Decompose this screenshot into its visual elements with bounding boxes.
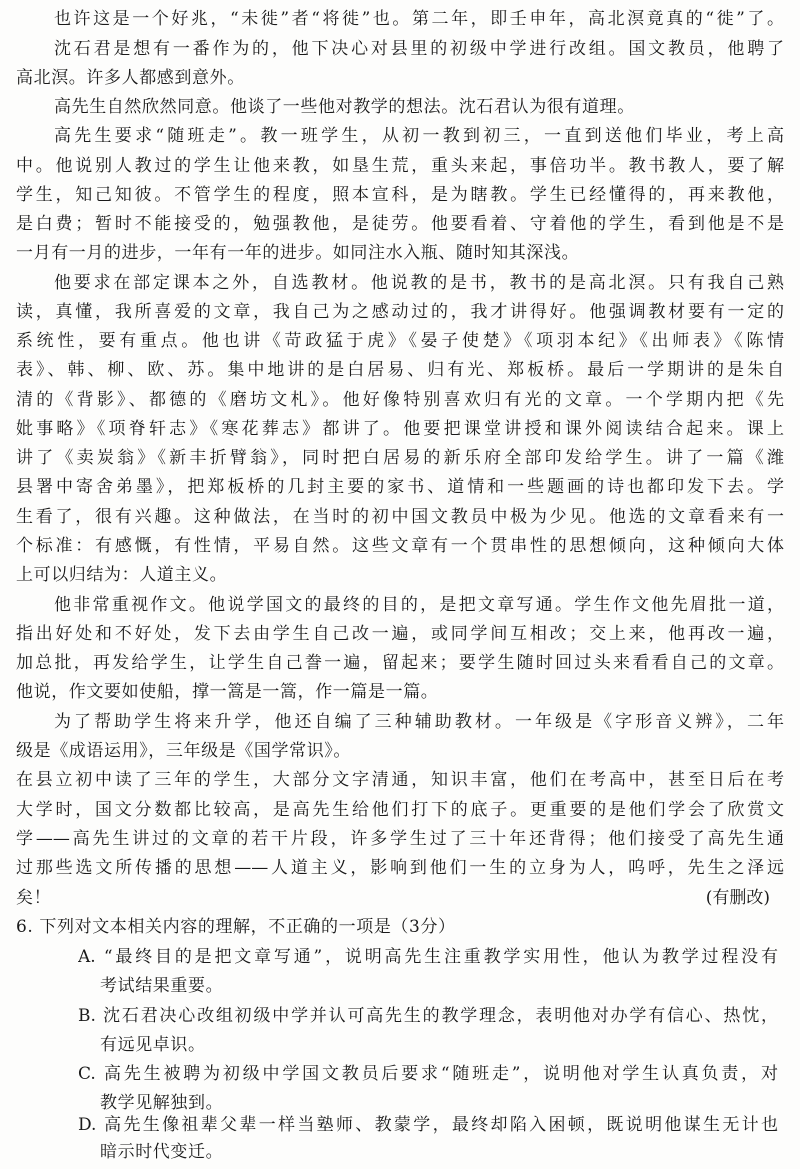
article-line: 为了帮助学生将来升学，他还自编了三种辅助教材。一年级是《字形音义辨》，二年 <box>54 712 784 732</box>
article-line: 中。他说别人教过的学生让他来教，如垦生荒，重头来起，事倍功半。教书教人，要了解 <box>16 156 784 176</box>
article-line: 生看了，很有兴趣。这种做法，在当时的初中国文教员中极为少见。他选的文章看来有一 <box>16 507 784 527</box>
article-line: 高北溟。许多人都感到意外。 <box>16 68 245 88</box>
article-line: 系统性，要有重点。他也讲《苛政猛于虎》《晏子使楚》《项羽本纪》《出师表》《陈情 <box>16 331 784 351</box>
article-line: 指出好处和不好处，发下去由学生自己改一遍，或同学间互相改；交上来，他再改一遍， <box>16 624 784 644</box>
article-line: 妣事略》《项脊轩志》《寒花葬志》都讲了。他要把课堂讲授和课外阅读结合起来。课上 <box>16 419 784 439</box>
article-line: 学——高先生讲过的文章的若干片段，许多学生过了三十年还背得；他们接受了高先生通 <box>16 829 784 849</box>
article-line: 个标准：有感慨，有性情，平易自然。这些文章有一个贯串性的思想倾向，这种倾向大体 <box>16 536 784 556</box>
article-line: 过那些选文所传播的思想——人道主义，影响到他们一生的立身为人，呜呼，先生之泽远 <box>16 858 784 878</box>
article-line: 他非常重视作文。他说学国文的最终的目的，是把文章写通。学生作文他先眉批一道， <box>54 595 784 615</box>
article-line: 一月有一月的进步，一年有一年的进步。如同注水入瓶、随时知其深浅。 <box>16 243 580 263</box>
article-line: 高先生自然欣然同意。他谈了一些他对教学的想法。沈石君认为很有道理。 <box>54 97 635 117</box>
article-line: 沈石君是想有一番作为的，他下决心对县里的初级中学进行改组。国文教员，他聘了 <box>54 39 784 59</box>
article-line: 高先生要求“随班走”。教一班学生，从初一教到初三，一直到送他们毕业，考上高 <box>54 126 784 146</box>
article-line: 矣！ <box>16 888 52 908</box>
option-b-cont: 有远见卓识。 <box>100 1035 206 1055</box>
option-b: B. 沈石君决心改组初级中学并认可高先生的教学理念，表明他对办学有信心、热忱， <box>78 1006 778 1026</box>
article-line: 大学时，国文分数都比较高，是高先生给他们打下的底子。更重要的是他们学会了欣赏文 <box>16 800 784 820</box>
article-line: 他要求在部定课本之外，自选教材。他说教的是书，教书的是高北溟。只有我自己熟 <box>54 273 784 293</box>
article-line: 学生，知己知彼。不管学生的程度，照本宣科，是为瞎教。学生已经懂得的，再来教他， <box>16 185 784 205</box>
article-line: 上可以归结为：人道主义。 <box>16 565 228 585</box>
option-a-cont: 考试结果重要。 <box>100 976 224 996</box>
article-line: 他说，作文要如使船，撑一篙是一篙，作一篇是一篇。 <box>16 682 439 702</box>
source-note: (有删改) <box>705 888 770 908</box>
article-line: 读，真懂，我所喜爱的文章，我自己为之感动过的，我才讲得好。他强调教材要有一定的 <box>16 302 784 322</box>
option-c: C. 高先生被聘为初级中学国文教员后要求“随班走”，说明他对学生认真负责，对 <box>78 1064 778 1084</box>
article-line: 加总批，再发给学生，让学生自己誊一遍，留起来；要学生随时回过头来看看自己的文章。 <box>16 653 784 673</box>
article-line: 是白费；暂时不能接受的，勉强教他，是徒劳。他要看着、守着他的学生，看到他是不是 <box>16 214 784 234</box>
article-line: 清的《背影》、都德的《磨坊文札》。他好像特别喜欢归有光的文章。一个学期内把《先 <box>16 390 784 410</box>
article-line: 在县立初中读了三年的学生，大部分文字清通，知识丰富，他们在考高中，甚至日后在考 <box>16 770 784 790</box>
option-c-cont: 教学见解独到。 <box>100 1093 224 1113</box>
article-line: 级是《成语运用》，三年级是《国学常识》。 <box>16 741 351 761</box>
question-stem: 6. 下列对文本相关内容的理解，不正确的一项是（3分） <box>16 917 456 937</box>
option-d: D. 高先生像祖辈父辈一样当塾师、教蒙学，最终却陷入困顿，既说明他谋生无计也 <box>78 1115 778 1135</box>
option-a: A. “最终目的是把文章写通”，说明高先生注重教学实用性，他认为教学过程没有 <box>78 947 778 967</box>
article-line: 表》、韩、柳、欧、苏。集中地讲的是白居易、归有光、郑板桥。最后一学期讲的是朱自 <box>16 360 784 380</box>
option-d-cont: 暗示时代变迁。 <box>100 1142 224 1162</box>
article-line: 也许这是一个好兆，“未徙”者“将徙”也。第二年，即壬申年，高北溟竟真的“徙”了。 <box>54 9 784 29</box>
article-line: 讲了《卖炭翁》《新丰折臂翁》，同时把白居易的新乐府全部印发给学生。讲了一篇《潍 <box>16 448 784 468</box>
article-line: 县署中寄舍弟墨》，把郑板桥的几封主要的家书、道情和一些题画的诗也都印发下去。学 <box>16 477 784 497</box>
